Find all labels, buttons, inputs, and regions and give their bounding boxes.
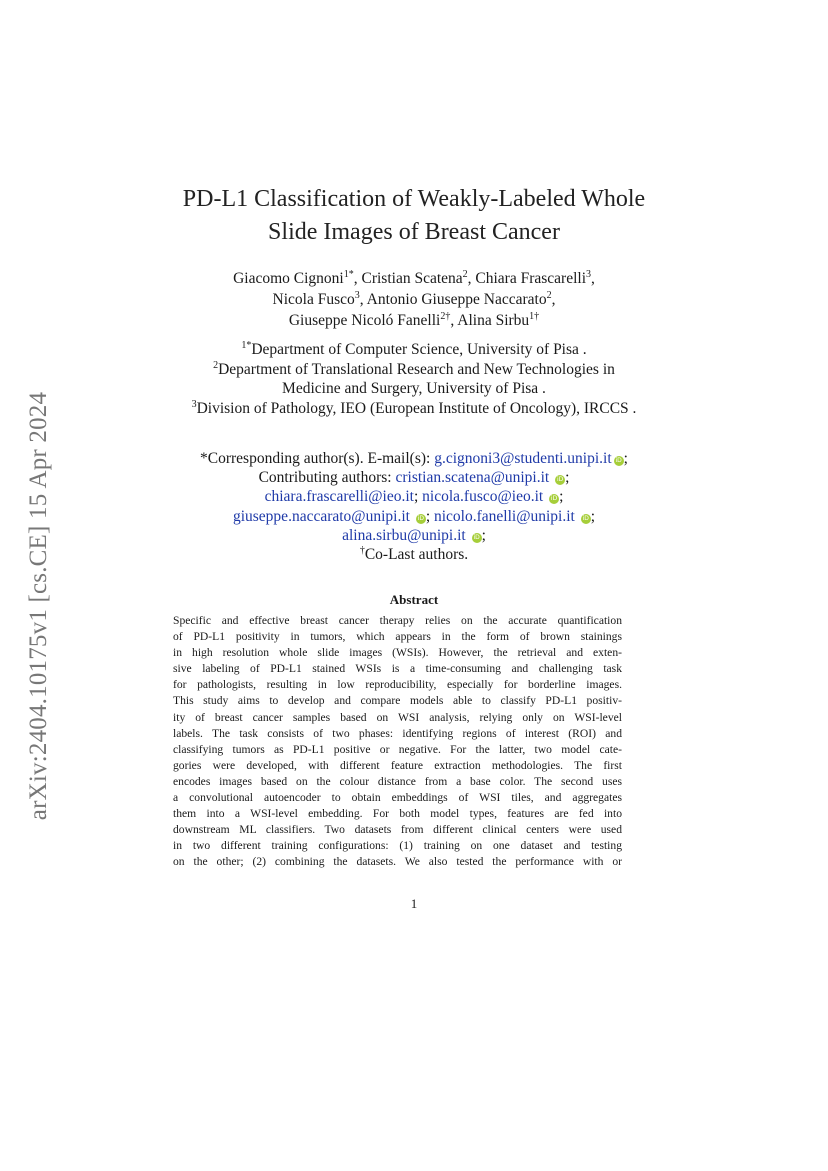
author-affil-sup: 3 bbox=[354, 290, 360, 301]
affiliation: Medicine and Surgery, University of Pisa . bbox=[282, 380, 546, 397]
abstract-line: labels. The task consists of two phases: identifying regions of interest (ROI) and bbox=[173, 726, 622, 740]
email-link[interactable]: cristian.scatena@unipi.it bbox=[395, 469, 550, 487]
author-name: Chiara Frascarelli bbox=[475, 270, 587, 287]
arxiv-identifier: arXiv:2404.10175v1 [cs.CE] 15 Apr 2024 bbox=[25, 391, 52, 821]
abstract-line: sive labeling of PD-L1 stained WSIs is a time-consuming and challenging task bbox=[173, 662, 622, 676]
email-link[interactable]: giuseppe.naccarato@unipi.it bbox=[232, 507, 410, 525]
orcid-icon[interactable]: iD bbox=[615, 457, 622, 464]
orcid-icon[interactable]: iD bbox=[582, 514, 589, 522]
contact-block bbox=[0, 449, 828, 564]
abstract-line: classifying tumors as PD-L1 positive or negative. For the latter, two model cate- bbox=[173, 742, 622, 756]
title-line-1: PD-L1 Classification of Weakly-Labeled Whole bbox=[182, 186, 646, 212]
page-number: 1 bbox=[410, 896, 418, 911]
paper-title bbox=[0, 183, 828, 249]
abstract-line: ity of breast cancer samples based on WSI analysis, relying only on WSI-level bbox=[173, 710, 622, 724]
abstract-line: This study aims to develop and compare models able to classify PD-L1 positiv- bbox=[173, 694, 622, 708]
email-link[interactable]: chiara.frascarelli@ieo.it bbox=[264, 488, 414, 506]
contributing-line: chiara.frascarelli@ieo.it; nicola.fusco@ieo.it iD ; bbox=[264, 488, 564, 506]
author-name: Cristian Scatena bbox=[361, 270, 463, 287]
abstract-line: in high resolution whole slide images (WSIs). However, the retrieval and exten- bbox=[173, 646, 622, 660]
affiliation: $^2$Department of Translational Research and New Technologies in bbox=[213, 359, 615, 378]
author-affil-sup: 3 bbox=[586, 269, 592, 280]
affiliation: $^{1*}$Department of Computer Science, University of Pisa . bbox=[241, 340, 587, 358]
orcid-icon[interactable]: iD bbox=[556, 476, 564, 484]
author-name: Alina Sirbu bbox=[457, 312, 530, 329]
email-link[interactable]: nicola.fusco@ieo.it bbox=[422, 488, 544, 506]
abstract-line: encodes images based on the colour distance from a base color. The second uses bbox=[173, 774, 622, 788]
email-link[interactable]: alina.sirbu@unipi.it bbox=[342, 526, 466, 544]
contributing-line: alina.sirbu@unipi.it iD ; bbox=[342, 526, 486, 544]
author-line-2: Nicola Fusco$^3$, Antonio Giuseppe Naccarato$^2$, bbox=[272, 290, 556, 308]
author-name: Giacomo Cignoni bbox=[233, 270, 344, 287]
abstract-line: Specific and effective breast cancer therapy relies on the accurate quantification bbox=[173, 614, 622, 627]
abstract-line: a convolutional autoencoder to obtain embeddings of WSI tiles, and aggregates bbox=[173, 791, 622, 805]
author-list bbox=[0, 268, 828, 331]
orcid-icon[interactable]: iD bbox=[417, 514, 424, 522]
abstract-line: for pathologists, resulting in low reproducibility, especially for borderline images. bbox=[173, 678, 622, 692]
affiliation-list bbox=[0, 340, 828, 418]
author-name: Nicola Fusco bbox=[272, 291, 355, 308]
abstract-line: in two different training configurations: (1) training on one dataset and testing bbox=[173, 839, 622, 853]
author-affil-sup: 2 bbox=[546, 290, 552, 301]
author-affil-sup: 1* bbox=[343, 269, 354, 280]
author-line-1: Giacomo Cignoni$^{1*}$, Cristian Scatena$^2$, Chiara Frascarelli$^3$, bbox=[233, 269, 595, 287]
email-link[interactable]: g.cignoni3@studenti.unipi.it bbox=[434, 450, 612, 467]
abstract-line: downstream ML classifiers. Two datasets from different clinical centers were used bbox=[173, 823, 622, 837]
abstract-line: of PD-L1 positivity in tumors, which appears in the form of brown stainings bbox=[173, 630, 622, 644]
author-name: Antonio Giuseppe Naccarato bbox=[366, 291, 547, 308]
email-link[interactable]: nicolo.fanelli@unipi.it bbox=[434, 507, 575, 525]
contributing-line: Contributing authors: cristian.scatena@unipi.it iD ; bbox=[258, 469, 570, 487]
abstract-line: them into a WSI-level embedding. For both model types, features are fed into bbox=[173, 807, 622, 821]
abstract-line: gories were developed, with different feature extraction methodologies. The first bbox=[173, 758, 622, 772]
orcid-icon[interactable]: iD bbox=[473, 533, 480, 541]
abstract-body bbox=[173, 613, 622, 871]
title-line-2: Slide Images of Breast Cancer bbox=[268, 219, 560, 245]
co-last-note: †Co-Last authors. bbox=[359, 545, 469, 564]
contributing-line: giuseppe.naccarato@unipi.it iD ; nicolo.fanelli@unipi.it iD ; bbox=[232, 507, 596, 525]
author-affil-sup: 2 bbox=[462, 269, 468, 280]
abstract-line: on the other; (2) combining the datasets. We also tested the performance with or bbox=[173, 855, 622, 869]
author-name: Giuseppe Nicoló Fanelli bbox=[288, 312, 441, 329]
author-line-3: Giuseppe Nicoló Fanelli$^{2\dagger}$, Alina Sirbu$^{1\dagger}$ bbox=[288, 311, 540, 329]
author-affil-sup: 2† bbox=[440, 311, 451, 322]
orcid-icon[interactable]: iD bbox=[550, 495, 558, 503]
affiliation: $^3$Division of Pathology, IEO (European Institute of Oncology), IRCCS . bbox=[191, 398, 637, 417]
corresponding-line: *Corresponding author(s). E-mail(s): g.cignoni3@studenti.unipi.it iD ; bbox=[200, 450, 628, 467]
author-affil-sup: 1† bbox=[529, 311, 540, 322]
abstract-heading: Abstract bbox=[389, 592, 439, 607]
